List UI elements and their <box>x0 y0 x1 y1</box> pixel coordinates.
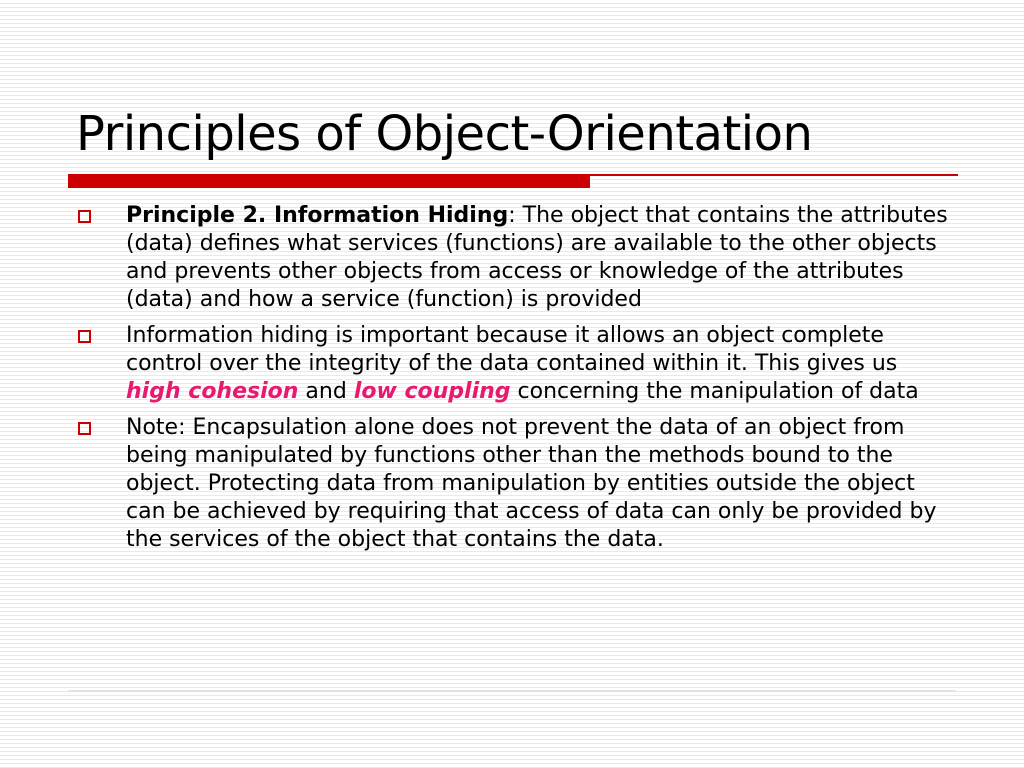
square-bullet-icon <box>78 422 91 435</box>
bullet-label: Principle 2. Information Hiding <box>126 203 509 228</box>
square-bullet-icon <box>78 330 91 343</box>
slide-title: Principles of Object-Orientation <box>76 106 813 162</box>
title-underline-line <box>590 174 958 176</box>
emphasis-high-cohesion: high cohesion <box>126 379 299 404</box>
bullet-body-middle: and <box>298 379 354 404</box>
bullet-body: Note: Encapsulation alone does not prevent the data of an object from being manipulated by functions other than the methods bound to the object. Protecting data from manipulation by entities outside the object can be achieved by requiring that access of data can only be provided by the services of the object that contains the data. <box>126 415 937 552</box>
bullet-item-information-hiding <box>76 202 956 314</box>
bullet-text <box>126 323 919 404</box>
bullet-body-end: concerning the manipulation of data <box>510 379 919 404</box>
bullet-item-encapsulation-note <box>76 414 956 554</box>
bullet-body-start: Information hiding is important because it allows an object complete control over the integrity of the data contained within it. This gives us <box>126 323 898 376</box>
bullet-item-importance <box>76 322 956 406</box>
square-bullet-icon <box>78 210 91 223</box>
emphasis-low-coupling: low coupling <box>353 379 511 404</box>
footer-divider <box>68 690 956 692</box>
title-underline-accent <box>68 174 590 188</box>
bullet-list <box>76 202 956 562</box>
bullet-text <box>126 203 948 312</box>
bullet-body: : The object that contains the attributes (data) defines what services (functions) are available to the other objects and prevents other objects from access or knowledge of the attributes (data) and how a service (function) is provided <box>126 203 948 312</box>
